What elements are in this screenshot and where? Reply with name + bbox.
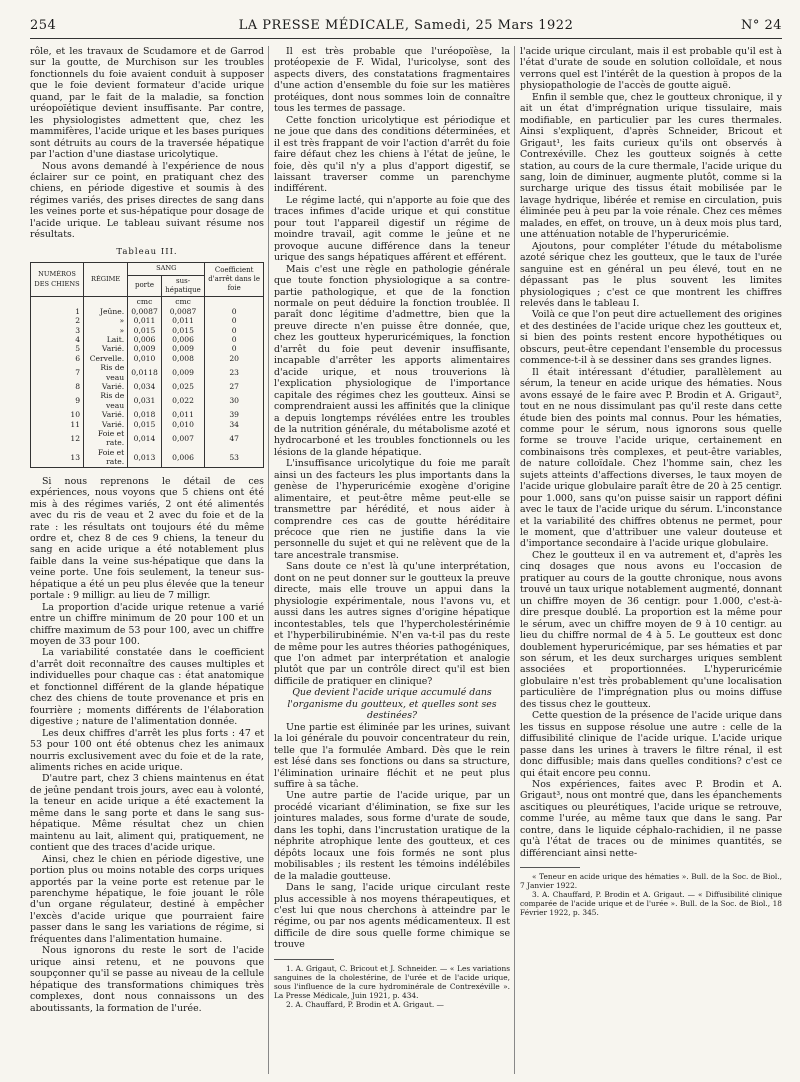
portal-value: 0,014: [128, 429, 162, 448]
table-caption: Tableau III.: [116, 246, 178, 257]
coefficient-value: 30: [205, 391, 264, 410]
suprahepatic-value: 0,010: [161, 420, 205, 429]
footnote: 1. A. Grigaut, C. Bricout et J. Schneider. — « Les variations sanguines de la cholestérine, de l'urée et de l'acide urique, sous l'influence de la cure hydrominérale de Contrexéville ». La Presse Médicale, Juin 1921, p. 434.: [274, 963, 510, 1000]
table-header: Coefficient d'arrêt dans le foie: [205, 263, 264, 297]
coefficient-value: 53: [205, 448, 264, 467]
portal-value: 0,0087: [128, 307, 162, 316]
unit-label: cmc: [161, 297, 205, 307]
coefficient-value: 0: [205, 316, 264, 325]
table-row: [31, 363, 264, 382]
regime-cell: Varié.: [84, 382, 128, 391]
dog-number: 8: [31, 382, 84, 391]
paragraph: Dans le sang, l'acide urique circulant reste plus accessible à nos moyens thérapeutiques, et c'est lui que nous cherchons à atteindre par le régime, ou par nos agents médicamenteux. Il est difficile de dire sous quelle forme chimique se trouve: [274, 882, 510, 951]
suprahepatic-value: 0,015: [161, 326, 205, 335]
paragraph: Ajoutons, pour compléter l'étude du métabolisme azoté sérique chez les goutteux, que le taux de l'urée sanguine est en général un peu élevé, tout en ne dépassant pas le plus souvent les limites physiologiques ; c'est ce que montrent les chiffres relevés dans le tableau I.: [520, 240, 782, 309]
regime-cell: Lait.: [84, 335, 128, 344]
paragraph: La proportion d'acide urique retenue a varié entre un chiffre minimum de 20 pour 100 et un chiffre maximum de 53 pour 100, avec un chiffre moyen de 33 pour 100.: [30, 601, 264, 648]
table-row: [31, 354, 264, 363]
coefficient-value: 0: [205, 344, 264, 353]
portal-value: 0,013: [128, 448, 162, 467]
table-header: porte: [128, 275, 162, 297]
paragraph: Voilà ce que l'on peut dire actuellement des origines et des destinées de l'acide urique chez les goutteux et, si bien des points restent encore hypothétiques ou obscurs, peut-être cependant l'ensemble du processus commence-t-il à se dessiner dans ses grandes lignes.: [520, 309, 782, 367]
paragraph: Le régime lacté, qui n'apporte au foie que des traces infimes d'acide urique et qui constitue pour tout l'appareil digestif un régime de moindre travail, agit comme le jeûne et ne provoque aucune différence dans la teneur urique des sangs hépatiques afférent et efférent.: [274, 194, 510, 264]
paragraph: rôle, et les travaux de Scudamore et de Garrod sur la goutte, de Murchison sur les troubles fonctionnels du foie avaient conduit à supposer que le foie devient formateur d'acide urique quand, par le fait de la maladie, sa fonction uréopoïétique devient insuffisante. Par contre, les physiologistes admettent que, chez les mammifères, l'acide urique et les bases puriques sont détruits au cours de la traversée hépatique par l'action d'une diastase uricolytique.: [30, 46, 264, 161]
dog-number: 3: [31, 326, 84, 335]
column-1: [30, 46, 264, 1078]
portal-value: 0,011: [128, 316, 162, 325]
table-row: [31, 307, 264, 316]
paragraph: D'autre part, chez 3 chiens maintenus en état de jeûne pendant trois jours, avec eau à volonté, la teneur en acide urique a été exactement la même dans le sang porte et dans le sang sus-hépatique. Même résultat chez un chien maintenu au lait, aliment qui, pratiquement, ne contient que des traces d'acide urique.: [30, 773, 264, 854]
section-question: Que devient l'acide urique accumulé dans l'organisme du goutteux, et quelles sont ses destinées?: [287, 687, 497, 722]
dog-number: 11: [31, 420, 84, 429]
suprahepatic-value: 0,007: [161, 429, 205, 448]
table-row: [31, 448, 264, 467]
portal-value: 0,009: [128, 344, 162, 353]
coefficient-value: 39: [205, 410, 264, 419]
table-row: [31, 316, 264, 325]
dog-number: 4: [31, 335, 84, 344]
footnote: 3. A. Chauffard, P. Brodin et A. Grigaut. — « Diffusibilité clinique comparée de l'acide urique et de l'urée ». Bull. de la Soc. de Biol., 18 Février 1922, p. 345.: [520, 890, 782, 918]
column-rule: [268, 46, 269, 1074]
coefficient-value: 0: [205, 307, 264, 316]
dog-number: 7: [31, 363, 84, 382]
paragraph: Si nous reprenons le détail de ces expériences, nous voyons que 5 chiens ont été mis à des régimes variés, 2 ont été alimentés avec du ris de veau et 2 avec du foie et de la rate : les résultats ont toujours été du même ordre et, chez 8 de ces 9 chiens, la teneur du sang en acide urique a été notablement plus faible dans la veine sus-hépatique que dans la veine porte. Une fois seulement, la teneur sus-hépatique a été un peu plus élevée que la teneur portale : 9 milligr. au lieu de 7 milligr.: [30, 475, 264, 602]
table-row: [31, 335, 264, 344]
table-header: NUMÉROS DES CHIENS: [31, 263, 84, 297]
paragraph: Une partie est éliminée par les urines, suivant la loi générale du pouvoir concentrateur du rein, telle que l'a formulée Ambard. Dès que le rein est lésé dans ses fonctions ou dans sa structure, l'élimination urinaire fléchit et ne peut plus suffire à sa tâche.: [274, 721, 510, 790]
suprahepatic-value: 0,0087: [161, 307, 205, 316]
regime-cell: Foie et rate.: [84, 429, 128, 448]
portal-value: 0,034: [128, 382, 162, 391]
regime-cell: »: [84, 326, 128, 335]
coefficient-value: 34: [205, 420, 264, 429]
suprahepatic-value: 0,009: [161, 363, 205, 382]
suprahepatic-value: 0,009: [161, 344, 205, 353]
table-row: [31, 326, 264, 335]
table-row: [31, 420, 264, 429]
dog-number: 2: [31, 316, 84, 325]
table-row: [31, 410, 264, 419]
footnote-rule: [520, 867, 580, 868]
portal-value: 0,031: [128, 391, 162, 410]
dog-number: 1: [31, 307, 84, 316]
column-rule: [514, 46, 515, 1074]
paragraph: Une autre partie de l'acide urique, par un procédé vicariant d'élimination, se fixe sur les jointures malades, sous forme d'urate de soude, dans les tophi, dans l'incrustation uratique de la néphrite atrophique lente des goutteux, et ces dépôts locaux une fois formés ne sont plus mobilisables ; ils restent les témoins indélébiles de la maladie goutteuse.: [274, 790, 510, 882]
paragraph: Ainsi, chez le chien en période digestive, une portion plus ou moins notable des corps uriques apportés par la veine porte est retenue par le parenchyme hépatique, le foie jouant le rôle d'un organe régulateur, destiné à empêcher l'excès d'acide urique que pourraient faire passer dans le sang les variations de régime, si fréquentes dans l'alimentation humaine.: [30, 853, 264, 945]
table-header: RÉGIME: [84, 263, 128, 297]
paragraph: Cette question de la présence de l'acide urique dans les tissus en suppose résolue une autre : celle de la diffusibilité clinique de l'acide urique. L'acide urique passe dans les urines à travers le filtre rénal, il est donc diffusible; mais dans quelles conditions? c'est ce qui était encore peu connu.: [520, 710, 782, 779]
table-row: [31, 382, 264, 391]
suprahepatic-value: 0,025: [161, 382, 205, 391]
suprahepatic-value: 0,006: [161, 448, 205, 467]
paragraph: Nous avons demandé à l'expérience de nous éclairer sur ce point, en pratiquant chez des chiens, en période digestive et soumis à des régimes variés, des prises directes de sang dans les veines porte et sus-hépatique pour dosage de l'acide urique. Le tableau suivant résume nos résultats.: [30, 160, 264, 241]
paragraph: La variabilité constatée dans le coefficient d'arrêt doit reconnaître des causes multiples et individuelles pour chaque cas : état anatomique et fonctionnel différent de la glande hépatique chez des chiens de toute provenance et pris en fourrière ; moments différents de l'élaboration digestive ; nature de l'alimentation donnée.: [30, 647, 264, 728]
coefficient-value: 20: [205, 354, 264, 363]
paragraph: Les deux chiffres d'arrêt les plus forts : 47 et 53 pour 100 ont été obtenus chez les animaux nourris exclusivement avec du foie et de la rate, aliments riches en acide urique.: [30, 727, 264, 774]
portal-value: 0,018: [128, 410, 162, 419]
coefficient-value: 23: [205, 363, 264, 382]
regime-cell: »: [84, 316, 128, 325]
coefficient-value: 0: [205, 326, 264, 335]
column-3: [520, 46, 782, 1078]
running-header: [30, 16, 782, 39]
column-2: [274, 46, 510, 1078]
paragraph: Nos expériences, faites avec P. Brodin et A. Grigaut³, nous ont montré que, dans les épanchements ascitiques ou pleurétiques, l'acide urique se retrouve, comme l'urée, au même taux que dans le sang. Par contre, dans le liquide céphalo-rachidien, il ne passe qu'à l'état de traces ou de minimes quantités, se différenciant ainsi nette-: [520, 779, 782, 859]
regime-cell: Varié.: [84, 410, 128, 419]
paragraph: Cette fonction uricolytique est périodique et ne joue que dans des conditions déterminées, et il est très frappant de voir l'action d'arrêt du foie faire défaut chez les chiens à l'état de jeûne, le foie, dès qu'il n'y a plus d'apport digestif, se laissant traverser comme un parenchyme indifférent.: [274, 114, 510, 195]
data-table: [30, 262, 264, 468]
suprahepatic-value: 0,008: [161, 354, 205, 363]
paragraph: Mais c'est une règle en pathologie générale que toute fonction physiologique a sa contre-partie pathologique, et que de la fonction normale on peut déduire la fonction troublée. Il paraît donc légitime d'admettre, bien que la preuve directe n'en puisse être donnée, que, chez les goutteux hyperuricémiques, la fonction d'arrêt du foie peut devenir insuffisante, incapable d'arrêter les apports alimentaires d'acide urique, et nous trouverions là l'explication physiologique de l'importance capitale des régimes chez les goutteux. Ainsi se comprendraient aussi les affinités que la clinique a depuis longtemps révélées entre les troubles de la nutrition générale, du métabolisme azoté et hydrocarboné et les troubles fonctionnels ou les lésions de la glande hépatique.: [274, 263, 510, 458]
table-row: [31, 391, 264, 410]
paragraph: Chez le goutteux il en va autrement et, d'après les cinq dosages que nous avons eu l'occasion de pratiquer au cours de la goutte chronique, nous avons trouvé un taux urique notablement augmenté, donnant un chiffre moyen de 36 centigr. pour 1.000, c'est-à-dire presque doublé. La proportion est la même pour le sérum, avec un chiffre moyen de 9 à 10 centigr. au lieu du chiffre normal de 4 à 5. Le goutteux est donc doublement hyperuricémique, par ses hématies et par son sérum, et les deux surcharges uriques semblent associées et proportionnées. L'hyperuricémie globulaire n'est très probablement qu'une localisation particulière de l'imprégnation plus ou moins diffuse des tissus chez le goutteux.: [520, 549, 782, 710]
portal-value: 0,006: [128, 335, 162, 344]
regime-cell: Jeûne.: [84, 307, 128, 316]
dog-number: 10: [31, 410, 84, 419]
table-header: sus-hépatique: [161, 275, 205, 297]
paragraph: Enfin il semble que, chez le goutteux chronique, il y ait un état d'imprégnation urique tissulaire, mais modifiable, en particulier par les cures thermales. Ainsi s'expliquent, d'après Schneider, Bricout et Grigaut¹, les faits curieux qu'ils ont observés à Contrexéville. Chez les goutteux soignés à cette station, au cours de la cure thermale, l'acide urique du sang, loin de diminuer, augmente plutôt, comme si la surcharge urique des tissus était mobilisée par le lavage hydrique, libérée et remise en circulation, puis éliminée peu à peu par la voie rénale. Chez ces mêmes malades, en effet, on trouve, un à deux mois plus tard, une atténuation notable de l'hyperuricémie.: [520, 91, 782, 241]
regime-cell: Foie et rate.: [84, 448, 128, 467]
dog-number: 12: [31, 429, 84, 448]
dog-number: 5: [31, 344, 84, 353]
issue-number: N° 24: [740, 18, 782, 33]
portal-value: 0,0118: [128, 363, 162, 382]
regime-cell: Ris de veau: [84, 391, 128, 410]
page-number: 254: [30, 18, 57, 33]
dog-number: 6: [31, 354, 84, 363]
regime-cell: Ris de veau: [84, 363, 128, 382]
regime-cell: Cervelle.: [84, 354, 128, 363]
portal-value: 0,010: [128, 354, 162, 363]
suprahepatic-value: 0,011: [161, 410, 205, 419]
dog-number: 9: [31, 391, 84, 410]
coefficient-value: 27: [205, 382, 264, 391]
dog-number: 13: [31, 448, 84, 467]
regime-cell: Varié.: [84, 344, 128, 353]
footnote: « Teneur en acide urique des hématies ». Bull. de la Soc. de Biol., 7 Janvier 1922.: [520, 872, 782, 891]
paragraph: Il est très probable que l'uréopoïèse, la protéopexie de F. Widal, l'uricolyse, sont des aspects divers, des constatations fragmentaires d'une action d'ensemble du foie sur les matières protéiques, dont nous sommes loin de connaître tous les termes de passage.: [274, 46, 510, 115]
regime-cell: Varié.: [84, 420, 128, 429]
table-header: SANG: [128, 263, 205, 275]
suprahepatic-value: 0,022: [161, 391, 205, 410]
paragraph: Nous ignorons du reste le sort de l'acide urique ainsi retenu, et ne pouvons que soupçonner qu'il se passe au niveau de la cellule hépatique des transformations chimiques très complexes, dont nous connaissons un des aboutissants, la formation de l'urée.: [30, 945, 264, 1014]
coefficient-value: 47: [205, 429, 264, 448]
paragraph: Sans doute ce n'est là qu'une interprétation, dont on ne peut donner sur le goutteux la preuve directe, mais elle trouve un appui dans la physiologie expérimentale, nous l'avons vu, et aussi dans les autres signes d'origine hépatique incontestables, tels que l'hypercholestérinémie et l'hyperbilirubinémie. N'en va-t-il pas du reste de même pour les autres théories pathogéniques, que l'on admet par interprétation et analogie plutôt que par un contrôle direct qu'il est bien difficile de pratiquer en clinique?: [274, 561, 510, 687]
table-row: [31, 429, 264, 448]
suprahepatic-value: 0,006: [161, 335, 205, 344]
footnote: 2. A. Chauffard, P. Brodin et A. Grigaut. —: [286, 999, 444, 1009]
footnote-rule: [274, 959, 334, 960]
unit-label: cmc: [128, 297, 162, 307]
paragraph: l'acide urique circulant, mais il est probable qu'il est à l'état d'urate de soude en solution colloïdale, et nous verrons quel est l'intérêt de la question à propos de la physiopathologie de l'accès de goutte aiguë.: [520, 46, 782, 92]
portal-value: 0,015: [128, 420, 162, 429]
paragraph: L'insuffisance uricolytique du foie me paraît ainsi un des facteurs les plus importants dans la genèse de l'hyperuricémie exogène d'origine alimentaire, et peut-être même peut-elle se transmettre par hérédité, et nous aider à comprendre ces cas de goutte héréditaire précoce que rien ne justifie dans la vie personnelle du sujet et qui ne relèvent que de la tare ancestrale transmise.: [274, 458, 510, 561]
table-row: [31, 344, 264, 353]
suprahepatic-value: 0,011: [161, 316, 205, 325]
portal-value: 0,015: [128, 326, 162, 335]
journal-title: LA PRESSE MÉDICALE, Samedi, 25 Mars 1922: [238, 18, 574, 33]
paragraph: Il était intéressant d'étudier, parallèlement au sérum, la teneur en acide urique des hématies. Nous avons essayé de le faire avec P. Brodin et A. Grigaut², tout en ne nous dissimulant pas qu'il reste dans cette étude bien des points mal connus. Pour les hématies, comme pour le sérum, nous ignorons sous quelle forme se trouve l'acide urique, certainement en combinaisons très complexes, et peut-être variables, de nature colloïdale. Chez l'homme sain, chez les sujets atteints d'affections diverses, le taux moyen de l'acide urique globulaire paraît être de 20 à 25 centigr. pour 1.000, sans qu'on puisse saisir un rapport défini avec le taux de l'acide urique du sérum. L'inconstance et la variabilité des chiffres obtenus ne permet, pour le moment, que d'attribuer une valeur douteuse et d'importance secondaire à l'acide urique globulaire.: [520, 366, 782, 550]
coefficient-value: 0: [205, 335, 264, 344]
